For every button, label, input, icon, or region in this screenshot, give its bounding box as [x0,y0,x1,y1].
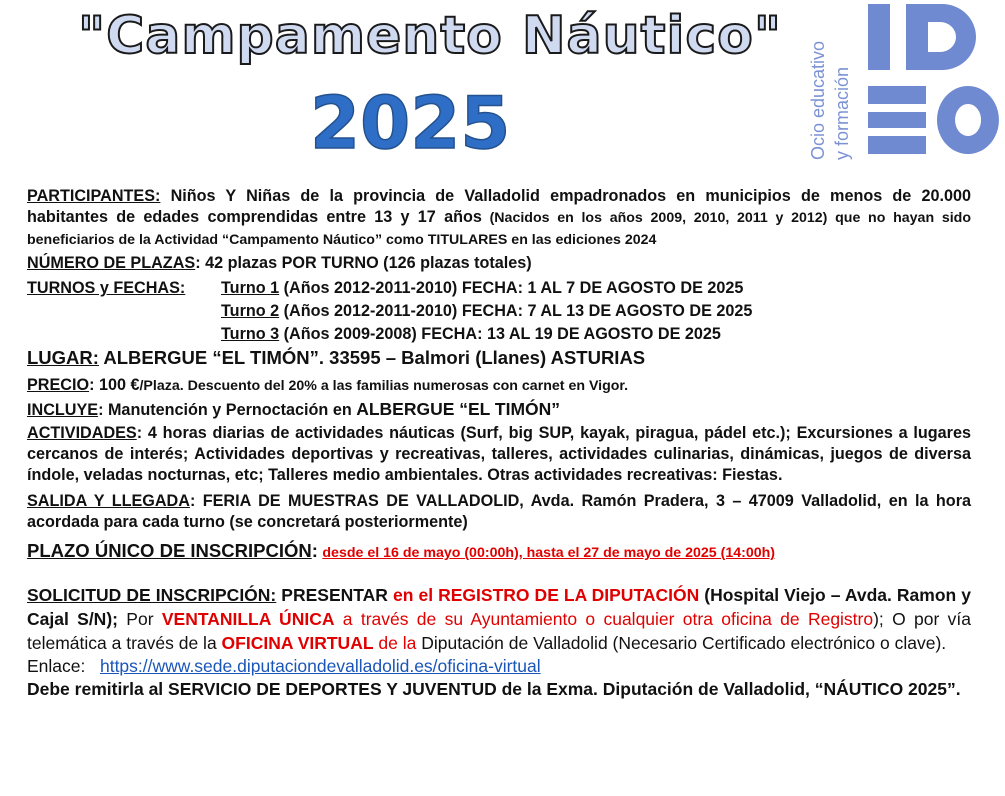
plazas-text: : 42 plazas POR TURNO (126 plazas totales) [195,254,532,272]
solicitud-rn1: a través de su Ayuntamiento o cualquier otra oficina de Registro [334,609,874,629]
lugar-label: LUGAR: [27,347,99,368]
solicitud-t1: PRESENTAR [276,585,393,605]
ideo-logo [862,0,1002,160]
incluye-place: ALBERGUE “EL TIMÓN” [356,399,561,419]
actividades-label: ACTIVIDADES [27,424,137,442]
incluye-label: INCLUYE [27,401,99,419]
page-title: "Campamento Náutico" [78,6,782,66]
precio-value: : 100 € [89,376,140,394]
plazo-dates: desde el 16 de mayo (00:00h), hasta el 27 de mayo de 2025 (14:00h) [322,545,776,561]
logo-letter-d [906,4,976,70]
logo-letter-i [868,4,890,70]
turno-3-text: (Años 2009-2008) FECHA: 13 AL 19 DE AGOSTO DE 2025 [279,325,721,343]
oficina-virtual-link[interactable]: https://www.sede.diputaciondevalladolid.es/oficina-virtual [99,656,541,676]
actividades-text: : 4 horas diarias de actividades náuticas (Surf, big SUP, kayak, piragua, pádel etc.); Excursiones a lugares cercanos de interés; Actividades deportivas y recreativas, talleres, actividades culinarias, dinámicas, juegos de diversa índole, veladas nocturnas, etc; Talleres medio ambientales. Otras actividades recreativas: Fiestas. [27,424,971,484]
turno-1-text: (Años 2012-2011-2010) FECHA: 1 AL 7 DE AGOSTO DE 2025 [279,279,744,297]
solicitud-registro: en el REGISTRO DE LA DIPUTACIÓN [393,585,700,605]
solicitud-n2: ); O por vía telemática a través de la [27,609,971,653]
participantes-note: (Nacidos en los años 2009, 2010, 2011 y 2012) que no hayan sido beneficiarios de la Actividad “Campamento Náutico” como TITULARES en las ediciones 2024 [27,210,971,248]
solicitud-t2: (Hospital Viejo – Avda. Ramon y Cajal S/N); [27,585,971,629]
plazas-line [27,253,971,274]
precio-text: /Plaza. Descuento del 20% a las familias numerosas con carnet en Vigor. [139,378,629,394]
turnos-label: TURNOS y FECHAS: [27,279,186,297]
actividades-paragraph [27,423,971,486]
turno-2-name: Turno 2 [221,302,280,320]
solicitud-label: SOLICITUD DE INSCRIPCIÓN: [27,585,277,605]
incluye-line [27,399,971,421]
salida-label: SALIDA Y LLEGADA [27,492,190,510]
plazo-label: PLAZO ÚNICO DE INSCRIPCIÓN [27,540,312,561]
solicitud-paragraph [27,583,971,655]
logo-subtitle-line-2: y formación [832,66,852,160]
turno-row-3 [27,324,971,346]
enlace-line [27,655,971,678]
logo-subtitle [806,10,858,160]
salida-text: : FERIA DE MUESTRAS DE VALLADOLID, Avda. Ramón Pradera, 3 – 47009 Valladolid, en la hora acordada para cada turno (se concretará posteriormente) [27,492,971,531]
incluye-text: : Manutención y Pernoctación en [98,401,357,419]
turno-3-name: Turno 3 [221,325,280,343]
lugar-line [27,346,971,370]
turno-row-1 [27,278,971,301]
solicitud-oficina-virtual: OFICINA VIRTUAL [221,633,374,653]
solicitud-ventanilla: VENTANILLA ÚNICA [161,609,335,629]
document-body [27,186,971,701]
year-heading: 2025 [310,81,511,165]
plazas-label: NÚMERO DE PLAZAS [27,254,196,272]
solicitud-n1: Por [117,609,162,629]
plazo-line [27,539,971,565]
plazo-sep: : [311,540,318,561]
precio-line [27,375,971,397]
logo-letter-o [937,86,999,154]
enlace-label: Enlace: [27,656,86,676]
logo-subtitle-line-1: Ocio educativo [808,40,828,160]
salida-paragraph [27,491,971,533]
remitir-paragraph: Debe remitirla al SERVICIO DE DEPORTES Y JUVENTUD de la Exma. Diputación de Valladolid, “NÁUTICO 2025”. [27,679,961,699]
participantes-paragraph [27,186,971,251]
participantes-label: PARTICIPANTES: [27,187,161,205]
precio-label: PRECIO [27,376,90,394]
solicitud-n3: Diputación de Valladolid (Necesario Certificado electrónico o clave). [416,633,947,653]
turno-2-text: (Años 2012-2011-2010) FECHA: 7 AL 13 DE AGOSTO DE 2025 [279,302,753,320]
turno-row-2 [27,301,971,324]
lugar-text: ALBERGUE “EL TIMÓN”. 33595 – Balmori (Llanes) ASTURIAS [98,347,646,368]
solicitud-rn2: de la [373,633,417,653]
logo-letter-e [868,86,926,154]
participantes-text: Niños Y Niñas de la provincia de Valladolid empadronados en municipios de menos de 20.000 habitantes de edades comprendidas entre 13 y 17 años [27,187,971,226]
turno-1-name: Turno 1 [221,279,280,297]
